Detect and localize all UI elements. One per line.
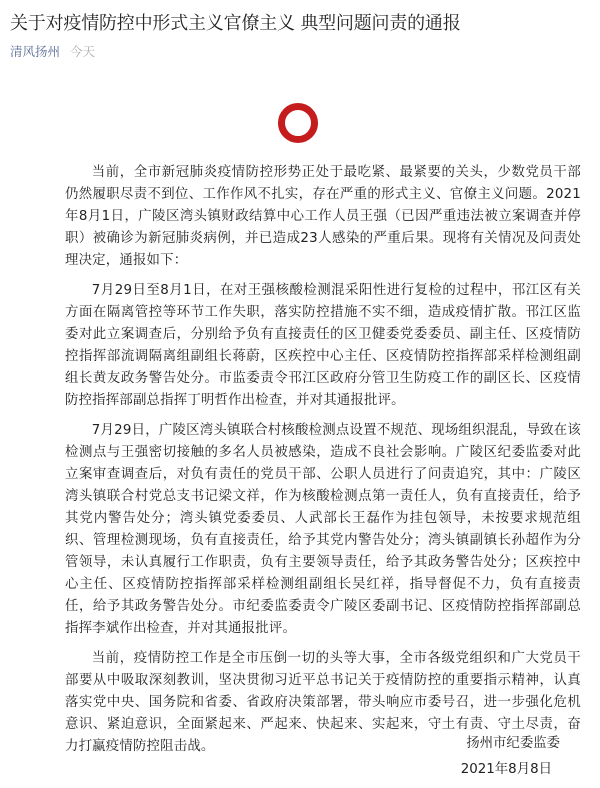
signature-date: 2021年8月8日 <box>460 762 552 777</box>
paragraph-intro: 当前，全市新冠肺炎疫情防控形势正处于最吃紧、最紧要的关头，少数党员干部仍然履职尽责不到位、工作作风不扎实，存在严重的形式主义、官僚主义问题。2021年8月1日，广陵区湾头镇财政结算中心工作人员王强（已因严重违法被立案调查并停职）被确诊为新冠肺炎病例，并已造成23人感染的严重后果。现将有关情况及问责处理决定，通报如下： <box>65 165 581 268</box>
article-title: 关于对疫情防控中形式主义官僚主义 典型问题问责的通报 <box>10 13 461 34</box>
paragraph-conclusion: 当前，疫情防控工作是全市压倒一切的头等大事，全市各级党组织和广大党员干部要从中吸取深刻教训，坚决贯彻习近平总书记关于疫情防控的重要指示精神，认真落实党中央、国务院和省委、省政府决策部署，带头响应市委号召，进一步强化危机意识、紧迫意识，全面紧起来、严起来、快起来、实起来，守土有责、守土尽责，奋力打赢疫情防控阻击战。 <box>65 651 581 754</box>
article-meta <box>10 44 95 60</box>
paragraph-hanjiang: 7月29日至8月1日，在对王强核酸检测混采阳性进行复检的过程中，邗江区有关方面在隔离管控等环节工作失职，落实防控措施不实不细，造成疫情扩散。邗江区监委对此立案调查后，分别给予负有直接责任的区卫健委党委委员、副主任、区疫情防控指挥部流调隔离组副组长蒋蔚，区疾控中心主任、区疫情防控指挥部采样检测组副组长黄友政务警告处分。市监委责令邗江区政府分管卫生防疫工作的副区长、区疫情防控指挥部副总指挥丁明哲作出检查，并对其通报批评。 <box>65 283 581 408</box>
publish-time: 今天 <box>70 44 96 59</box>
paragraph-guangling: 7月29日，广陵区湾头镇联合村核酸检测点设置不规范、现场组织混乱，导致在该检测点与王强密切接触的多名人员被感染，造成不良社会影响。广陵区纪委监委对此立案审查调查后，对负有责任的党员干部、公职人员进行了问责追究，其中：广陵区湾头镇联合村党总支书记梁文祥，作为核酸检测点第一责任人，负有直接责任，给予其党内警告处分；湾头镇党委委员、人武部长王磊作为挂包领导，未按要求规范组织、管理检测现场，负有直接责任，给予其党内警告处分；湾头镇副镇长孙超作为分管领导，未认真履行工作职责，负有主要领导责任，给予其政务警告处分；区疾控中心主任、区疫情防控指挥部采样检测组副组长吴红祥，指导督促不力，负有直接责任，给予其政务警告处分。市纪委监委责令广陵区委副书记、区疫情防控指挥部副总指挥李斌作出检查，并对其通报批评。 <box>65 423 581 636</box>
signature: 扬州市纪委监委 <box>466 736 560 751</box>
article-body <box>65 162 581 766</box>
account-name-link[interactable]: 清风扬州 <box>10 44 61 59</box>
red-ring-image <box>278 103 318 143</box>
